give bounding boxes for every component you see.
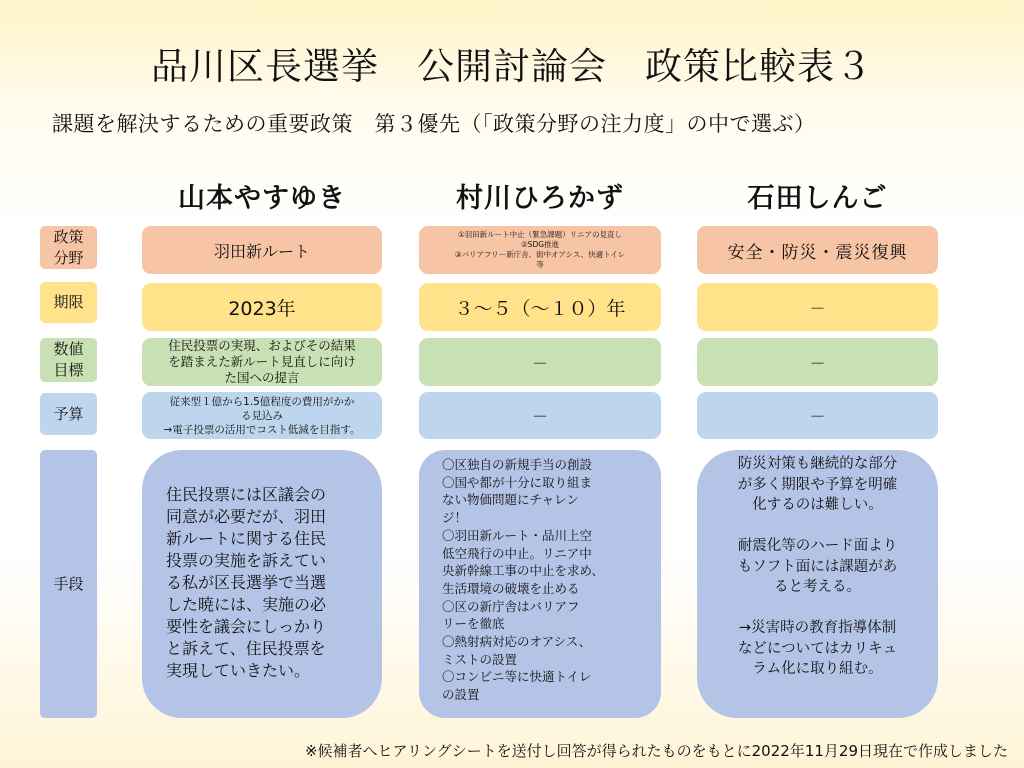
row-label-policy-area: 政策 分野 [40,226,97,269]
yamamoto-deadline: 2023年 [142,283,382,331]
ishida-means: 防災対策も継続的な部分 が多く期限や予算を明確 化するのは難しい。 耐震化等のハード面より もソフト面には課題があ ると考える。 →災害時の教育指導体制 などについてはカリキュ ラム化に取り組む。 [697,450,938,718]
yamamoto-budget: 従来型１億から1.5億程度の費用がかか る見込み →電子投票の活用でコスト低減を目指す。 [142,392,382,439]
murakawa-numeric-target: － [419,338,661,386]
row-label-numeric-target: 数値 目標 [40,338,97,382]
yamamoto-numeric-target: 住民投票の実現、およびその結果 を踏まえた新ルート見直しに向け た国への提言 [142,338,382,386]
row-label-budget: 予算 [40,393,97,435]
footnote: ※候補者へヒアリングシートを送付し回答が得られたものをもとに2022年11月29日現在で作成しました [304,742,1008,760]
row-label-means: 手段 [40,450,97,718]
murakawa-policy-area: ①羽田新ルート中止（緊急課題）リニアの見直し ②SDG推進 ③バリアフリー新庁舎、街中オアシス、快適トイレ 等 [419,226,661,274]
ishida-policy-area: 安全・防災・震災復興 [697,226,938,274]
murakawa-budget: － [419,392,661,439]
ishida-numeric-target: － [697,338,938,386]
candidate-name-yamamoto: 山本やすゆき [178,183,346,214]
yamamoto-policy-area: 羽田新ルート [142,226,382,274]
murakawa-deadline: ３～５（～１０）年 [419,283,661,331]
row-label-deadline: 期限 [40,282,97,323]
candidate-name-ishida: 石田しんご [747,183,888,214]
ishida-deadline: － [697,283,938,331]
page-subtitle: 課題を解決するための重要政策 第３優先（「政策分野の注力度」の中で選ぶ） [52,112,816,136]
yamamoto-means: 住民投票には区議会の 同意が必要だが、羽田 新ルートに関する住民 投票の実施を訴えてい る私が区長選挙で当選 した暁には、実施の必 要性を議会にしっかり と訴えて、住民投票を 実現していきたい。 [142,450,382,718]
page-title: 品川区長選挙 公開討論会 政策比較表３ [151,45,873,88]
murakawa-means: 〇区独自の新規手当の創設 〇国や都が十分に取り組ま ない物価問題にチャレン ジ！ 〇羽田新ルート・品川上空 低空飛行の中止。リニア中 央新幹線工事の中止を求め、 生活環境の破壊を止める 〇区の新庁舎はバリアフ リーを徹底 〇熱射病対応のオアシス、 ミストの設置 〇コンビニ等に快適トイレ の設置 [419,450,661,718]
candidate-name-murakawa: 村川ひろかず [456,183,624,214]
ishida-budget: － [697,392,938,439]
